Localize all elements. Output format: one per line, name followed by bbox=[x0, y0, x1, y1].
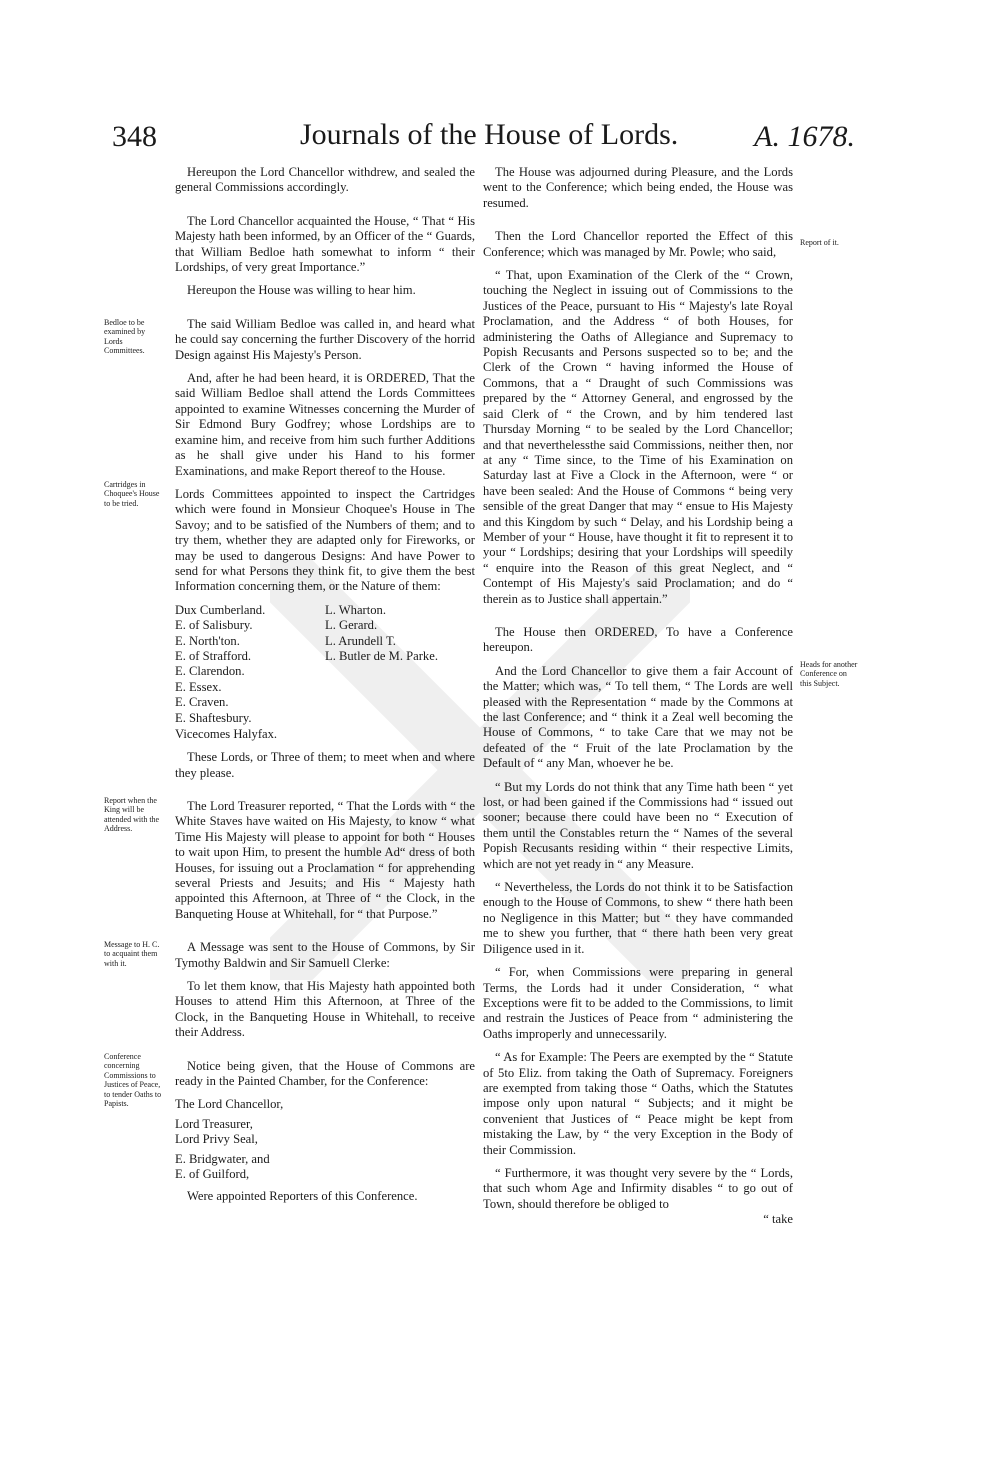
paragraph: “ That, upon Examination of the Clerk of the “ Crown, touching the Neglect in issuing out of Commissions to the Justices of the Peace, pursuant to His “ Majesty's late Royal Proclamation, and the Address “ of both Houses, for administering the Oaths of Allegiance and Supremacy to Popish Recusants and Persons suspected so to be; and the Clerk of the Crown “ having informed the House of Commons, that a “ Draught of such Commissions was prepared by the “ Attorney General, and engrossed by the said Clerk of “ the Crown, and by him tendered last Thursday Morning “ to be sealed by the Lord Chancellor; and that neverthelessthe said Commissions, neither then, nor at any “ Time since, to the Time of his Examination on Saturday last at Five a Clock in the Afternoon, were “ or have been sealed: And the House of Commons “ being very sensible of the great Danger that may “ ensue to His Majesty and this Kingdom by such “ Delay, and his Lordship being a Member of your “ House, have thought it fit to represent it to your “ Lordships; desiring that your Lordships will speedily “ enquire into the Reason of this great Neglect, and “ Contempt of His Majesty's said Proclamation; and do “ therein as to Justice shall appertain.” bbox=[483, 268, 793, 606]
paragraph: Hereupon the Lord Chancellor withdrew, and sealed the general Commissions accordingly. bbox=[175, 165, 475, 195]
margin-note: Heads for another Conference on this Subject. bbox=[800, 660, 858, 688]
paragraph: Lords Committees appointed to inspect the Cartridges which were found in Monsieur Choquee's House in The Savoy; and to be satisfied of the Numbers of them; and to try them, whether they are adapted only for Fireworks, or may be used to dangerous Designs: And have Power to send for what Persons they think fit, to give them the best Information concerning them, or the Nature of them: bbox=[175, 486, 475, 594]
page-number: 348 bbox=[112, 120, 157, 153]
margin-note: Cartridges in Choquee's House to be tried. bbox=[104, 480, 160, 508]
reporter-name: The Lord Chancellor, bbox=[175, 1097, 284, 1112]
lord-name: E. North'ton. bbox=[175, 633, 240, 648]
lords-list-col2 bbox=[325, 603, 475, 665]
paragraph: Were appointed Reporters of this Conference. bbox=[187, 1188, 418, 1203]
paragraph: “ But my Lords do not think that any Time hath been “ yet lost, or had been gained if the Commissions had “ issued out sooner; because there could have been no “ Execution of them until the Constables return the “ Names of the several Popish Recusants residing within “ their respective Limits, which are not yet ready in “ any Measure. bbox=[483, 779, 793, 871]
reporters-list bbox=[175, 1097, 475, 1182]
lords-list-col1 bbox=[175, 603, 315, 726]
paragraph: The House was adjourned during Pleasure, and the Lords went to the Conference; which being ended, the House was resumed. bbox=[483, 165, 793, 210]
lords-list bbox=[175, 603, 475, 727]
catchword: “ take bbox=[763, 1212, 793, 1227]
paragraph: The Lord Treasurer reported, “ That the Lords with “ the White Staves have waited on His Majesty, to know “ what Time His Majesty will please to appoint for both “ Houses to wait upon Him, to present the humble Ad“ dress of both Houses, for issuing out a Proclamation “ for apprehending several Priests and Jesuits; and His “ Majesty hath appointed this Afternoon, at Three of “ the Clock, in the Banqueting House at Whitehall, for “ that Purpose.” bbox=[175, 798, 475, 921]
lord-name: E. Shaftesbury. bbox=[175, 710, 252, 725]
reporter-name: E. of Guilford, bbox=[175, 1167, 250, 1182]
paragraph: These Lords, or Three of them; to meet when and where they please. bbox=[175, 750, 475, 780]
paragraph: Then the Lord Chancellor reported the Effect of this Conference; which was managed by Mr. Powle; who said, bbox=[483, 229, 793, 259]
paragraph: “ As for Example: The Peers are exempted by the “ Statute of 5to Eliz. from taking the Oath of Supremacy. Foreigners are exempted from taking those “ Oaths, which the Statutes impose only upon natural “ Subjects; and it might be convenient that Justices of “ Peace might be kept from mistaking the Law, by “ the very Exception in the Body of their Commission. bbox=[483, 1050, 793, 1157]
paragraph: The Lord Chancellor acquainted the House, “ That “ His Majesty hath been informed, by an Officer of the “ Guards, that William Bedloe hath somewhat to inform “ their Lordships, of very great Importance.” bbox=[175, 213, 475, 275]
lord-name: E. Craven. bbox=[175, 695, 229, 710]
lord-name: L. Wharton. bbox=[325, 602, 386, 617]
lord-name: E. of Strafford. bbox=[175, 648, 252, 663]
margin-note: Report when the King will be attended with the Address. bbox=[104, 796, 160, 834]
margin-note: Message to H. C. to acquaint them with it. bbox=[104, 940, 160, 968]
paragraph: A Message was sent to the House of Commons, by Sir Tymothy Baldwin and Sir Samuell Clerke: bbox=[175, 940, 475, 970]
page-year: A. 1678. bbox=[754, 120, 855, 153]
paragraph: And, after he had been heard, it is ORDERED, That the said William Bedloe shall attend the Lords Committees appointed to examine Witnesses concerning the Murder of Sir Edmond Bury Godfrey; whose Lordships are to examine him, and receive from him such further Additions as he shall give under his Hand to his former Examinations, and make Report thereof to the House. bbox=[175, 371, 475, 478]
paragraph: “ For, when Commissions were preparing in general Terms, the Lords had it under Consideration, “ what Exceptions were fit to be added to the Commissions, to limit and restrain the Justices of Peace from “ administering the Oaths improperly and unnecessarily. bbox=[483, 965, 793, 1041]
reporter-name: Lord Treasurer, bbox=[175, 1116, 253, 1131]
paragraph: Hereupon the House was willing to hear him. bbox=[187, 283, 416, 298]
margin-note: Bedloe to be examined by Lords Committees. bbox=[104, 318, 146, 356]
paragraph: To let them know, that His Majesty hath appointed both Houses to attend Him this Afternoon, at Three of the Clock, in the Banqueting House in Whitehall, to receive their Address. bbox=[175, 979, 475, 1040]
paragraph: Notice being given, that the House of Commons are ready in the Painted Chamber, for the Conference: bbox=[175, 1058, 475, 1089]
reporter-name: E. Bridgwater, and bbox=[175, 1151, 270, 1166]
reporter-name: Lord Privy Seal, bbox=[175, 1132, 258, 1147]
paragraph: “ Nevertheless, the Lords do not think it to be Satisfaction enough to the House of Commons, to shew “ there hath been no Negligence in this Matter; but “ they have commanded me to shew you further, that “ there hath been very great Diligence used in it. bbox=[483, 880, 793, 956]
margin-note: Report of it. bbox=[800, 238, 839, 247]
vicecomes: Vicecomes Halyfax. bbox=[175, 726, 278, 741]
lord-name: L. Butler de M. Parke. bbox=[325, 648, 438, 663]
paragraph: And the Lord Chancellor to give them a fair Account of the Matter; which was, “ To tell them, “ The Lords are well pleased with the Representation “ made by the Commons at the last Conference; and “ think it a Zeal well becoming the House of Commons, “ to take Care that we may not be defeated of the “ Fruit of the late Proclamation by the Default of “ any Man, whoever he be. bbox=[483, 663, 793, 771]
paragraph: The House then ORDERED, To have a Conference hereupon. bbox=[483, 624, 793, 655]
lord-name: E. Clarendon. bbox=[175, 664, 245, 679]
lord-name: L. Arundell T. bbox=[325, 633, 396, 648]
page-title: Journals of the House of Lords. bbox=[300, 118, 679, 151]
left-column bbox=[175, 165, 475, 1212]
paragraph: The said William Bedloe was called in, and heard what he could say concerning the further Discovery of the horrid Design against His Majesty's Person. bbox=[175, 316, 475, 362]
margin-note: Conference concerning Commissions to Justices of Peace, to tender Oaths to Papists. bbox=[104, 1052, 162, 1109]
lord-name: E. Essex. bbox=[175, 679, 222, 694]
paragraph: “ Furthermore, it was thought very severe by the “ Lords, that such whom Age and Infirmity disables “ to go out of Town, should therefore be obliged to bbox=[483, 1165, 793, 1211]
lord-name: L. Gerard. bbox=[325, 618, 378, 633]
right-column bbox=[483, 165, 793, 1228]
lord-name: E. of Salisbury. bbox=[175, 618, 253, 633]
lord-name: Dux Cumberland. bbox=[175, 602, 266, 617]
